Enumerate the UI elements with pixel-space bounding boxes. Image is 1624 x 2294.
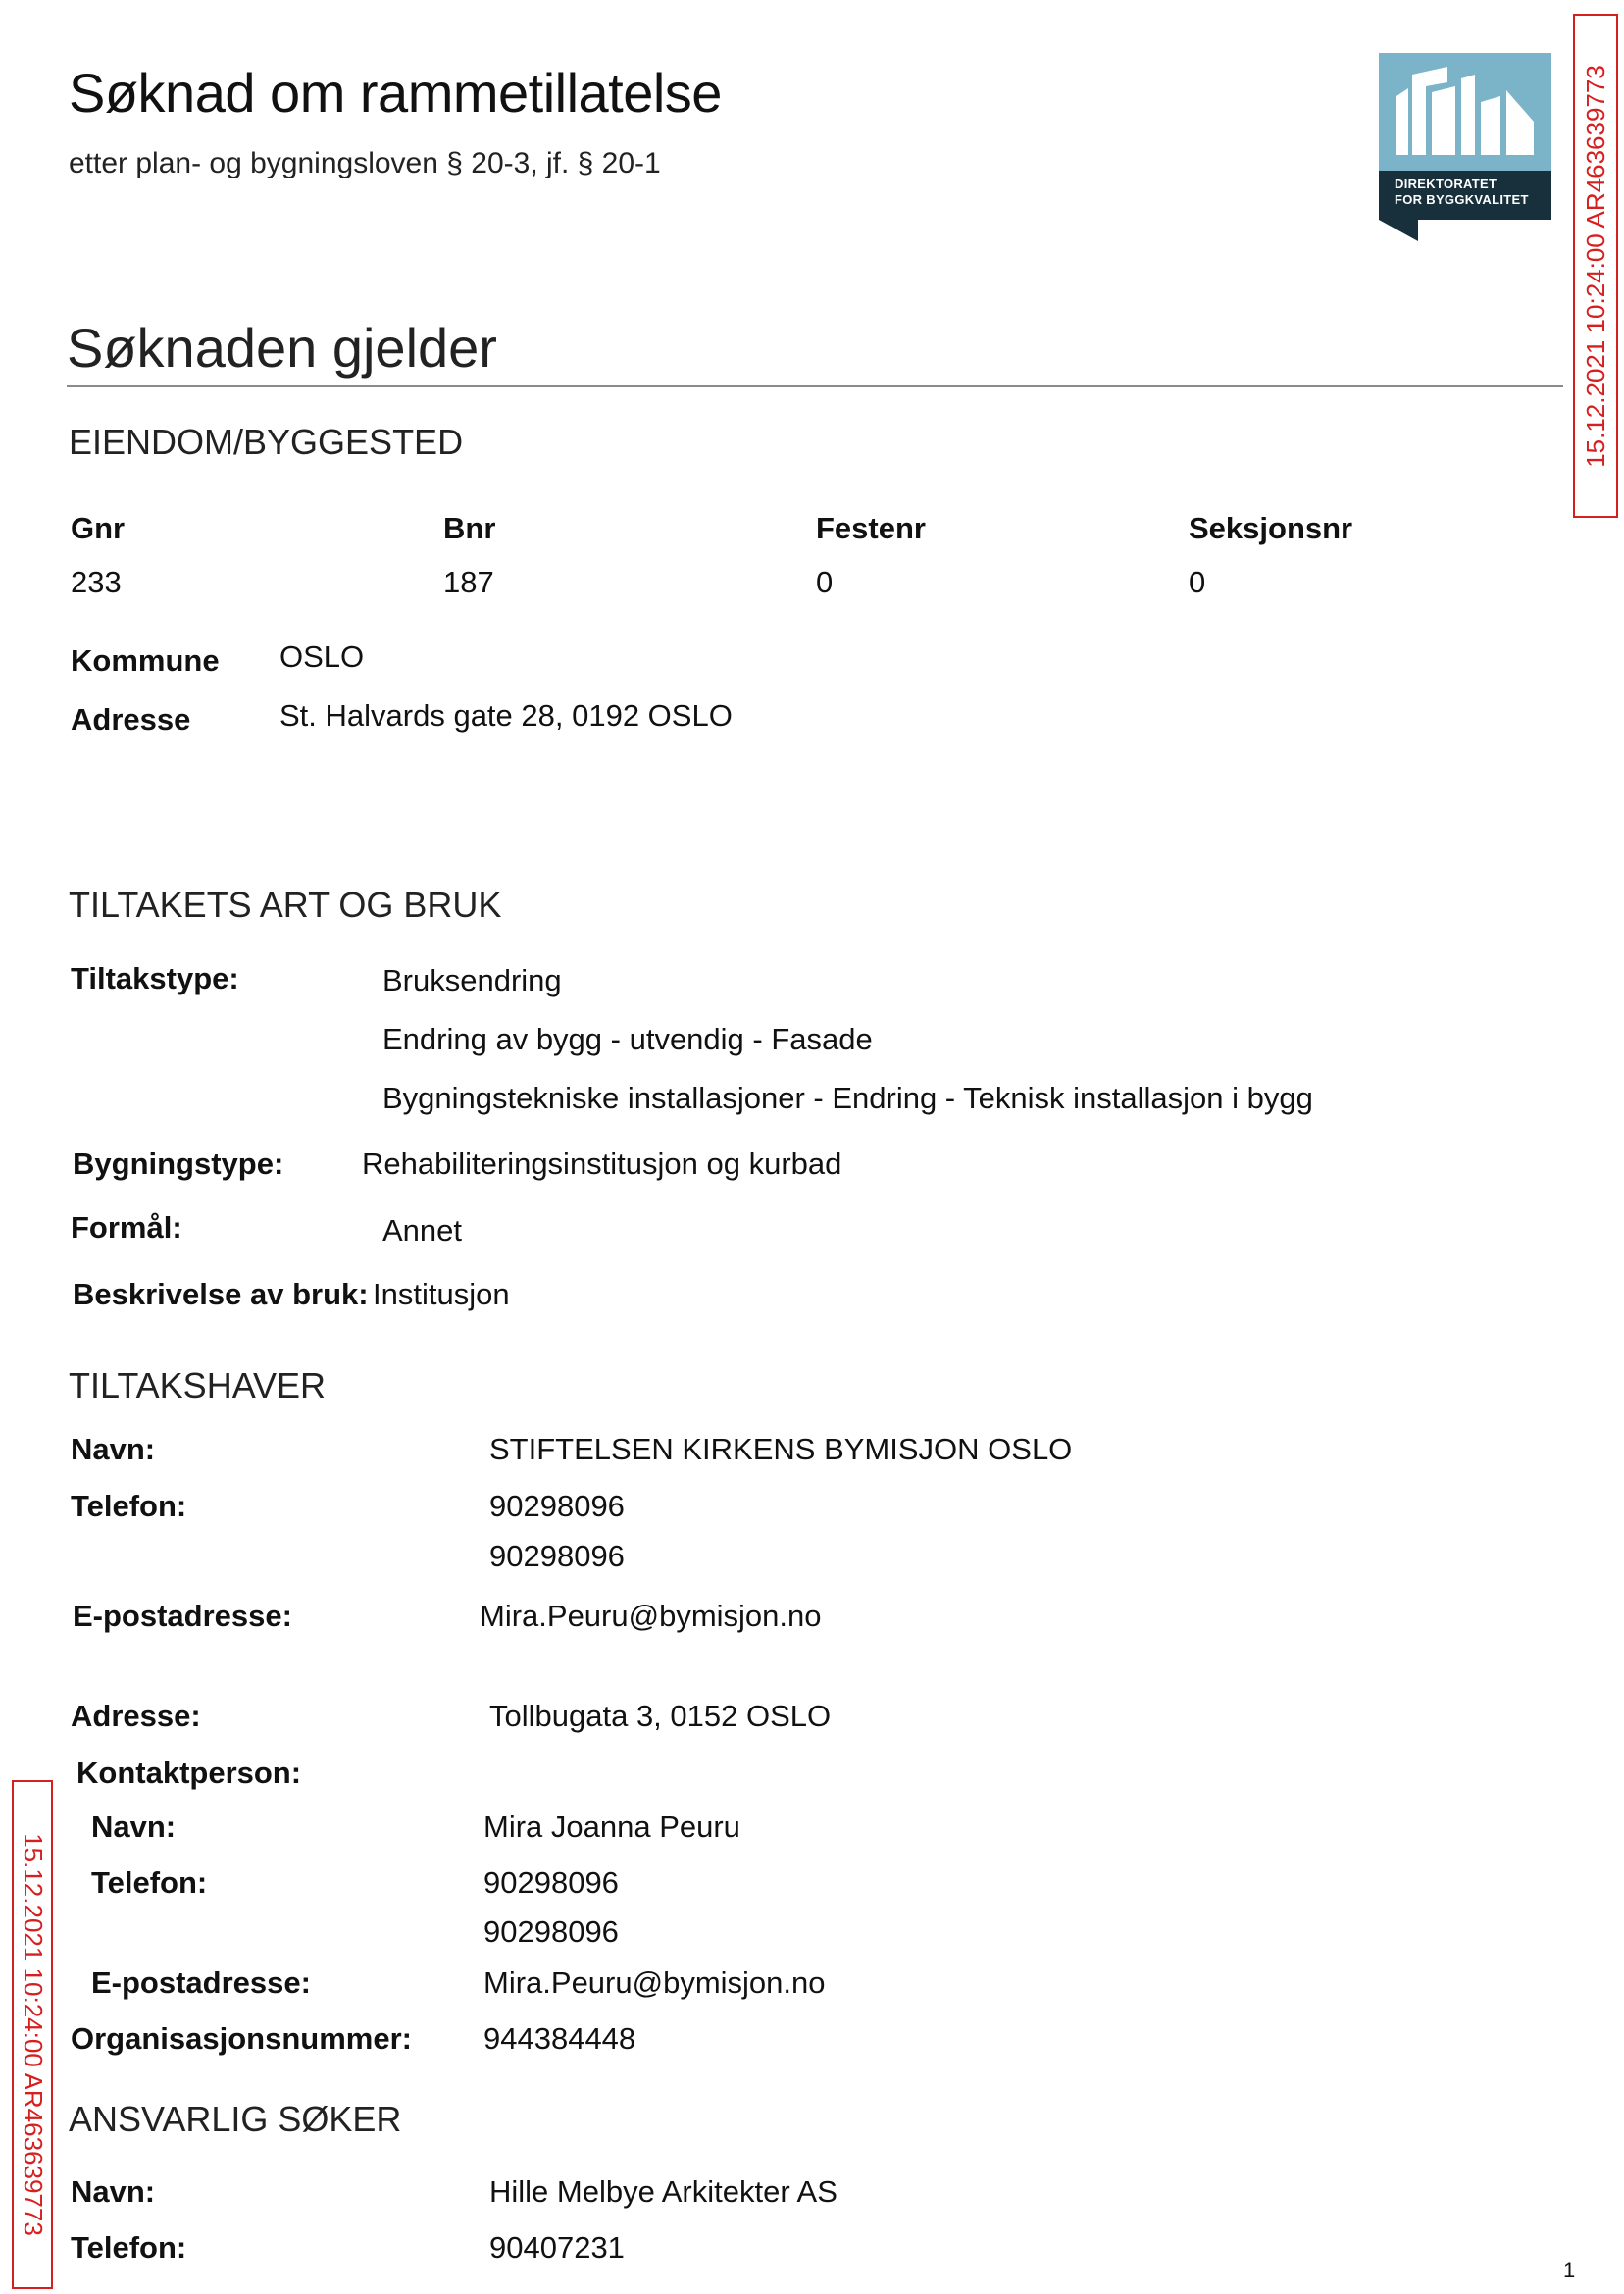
kontakt-telefon-value-2: 90298096 (483, 1914, 619, 1949)
formal-label: Formål: (71, 1210, 182, 1245)
tiltakshaver-navn-value: STIFTELSEN KIRKENS BYMISJON OSLO (489, 1432, 1073, 1466)
tiltak-heading: TILTAKETS ART OG BRUK (69, 885, 502, 925)
bygningstype-value: Rehabiliteringsinstitusjon og kurbad (362, 1147, 842, 1181)
archive-stamp-left (12, 1780, 53, 2289)
archive-stamp-text: 15.12.2021 10:24:00 AR463639773 (1580, 64, 1610, 468)
page-number: 1 (1563, 2258, 1576, 2282)
dibk-logo-graphic (1379, 53, 1551, 241)
tiltakstype-label: Tiltakstype: (71, 961, 239, 995)
tiltakshaver-navn-label: Navn: (71, 1432, 156, 1466)
tiltakstype-item: Bygningstekniske installasjoner - Endring - Teknisk installasjon i bygg (382, 1081, 1313, 1115)
kontakt-navn-label: Navn: (91, 1810, 177, 1844)
kontakt-telefon-value: 90298096 (483, 1865, 619, 1900)
beskrivelse-value: Institusjon (373, 1277, 510, 1311)
archive-stamp-right (1573, 14, 1618, 518)
kontakt-epost-value: Mira.Peuru@bymisjon.no (483, 1965, 826, 2000)
tiltakshaver-epost-label: E-postadresse: (73, 1599, 292, 1633)
document-title: Søknad om rammetillatelse (69, 62, 722, 124)
orgnr-label: Organisasjonsnummer: (71, 2021, 412, 2056)
seksjonsnr-label: Seksjonsnr (1189, 511, 1353, 545)
tiltakshaver-adresse-label: Adresse: (71, 1699, 201, 1733)
kommune-value: OSLO (279, 639, 365, 674)
archive-stamp-text: 15.12.2021 10:24:00 AR463639773 (18, 1833, 48, 2236)
kommune-label: Kommune (71, 643, 220, 678)
gnr-label: Gnr (71, 511, 126, 545)
bnr-value: 187 (443, 565, 494, 599)
ansvarlig-navn-label: Navn: (71, 2174, 156, 2209)
document-subtitle: etter plan- og bygningsloven § 20-3, jf. § 20-1 (69, 147, 661, 179)
gnr-value: 233 (71, 565, 122, 599)
beskrivelse-label: Beskrivelse av bruk: (73, 1277, 369, 1311)
kontakt-epost-label: E-postadresse: (91, 1965, 311, 2000)
tiltakshaver-telefon-value-2: 90298096 (489, 1539, 625, 1573)
tiltakshaver-telefon-label: Telefon: (71, 1489, 187, 1523)
adresse-label: Adresse (71, 702, 191, 737)
tiltakshaver-adresse-value: Tollbugata 3, 0152 OSLO (489, 1699, 832, 1733)
tiltakshaver-telefon-value: 90298096 (489, 1489, 625, 1523)
bnr-label: Bnr (443, 511, 496, 545)
seksjonsnr-value: 0 (1189, 565, 1206, 599)
tiltakshaver-heading: TILTAKSHAVER (69, 1365, 327, 1405)
festenr-label: Festenr (816, 511, 926, 545)
logo-text-line2: FOR BYGGKVALITET (1395, 192, 1529, 207)
eiendom-heading: EIENDOM/BYGGESTED (69, 422, 464, 462)
kontakt-navn-value: Mira Joanna Peuru (483, 1810, 740, 1844)
tiltakshaver-epost-value: Mira.Peuru@bymisjon.no (480, 1599, 822, 1633)
ansvarlig-navn-value: Hille Melbye Arkitekter AS (489, 2174, 837, 2209)
tiltakstype-item: Endring av bygg - utvendig - Fasade (382, 1022, 873, 1056)
section-divider (67, 385, 1563, 387)
ansvarlig-telefon-label: Telefon: (71, 2230, 187, 2265)
formal-value: Annet (382, 1213, 463, 1248)
adresse-value: St. Halvards gate 28, 0192 OSLO (279, 698, 733, 733)
ansvarlig-telefon-value: 90407231 (489, 2230, 625, 2265)
dibk-logo (1379, 53, 1551, 241)
ansvarlig-heading: ANSVARLIG SØKER (69, 2099, 402, 2139)
kontaktperson-label: Kontaktperson: (76, 1756, 302, 1790)
tiltakstype-item: Bruksendring (382, 963, 562, 997)
section-heading: Søknaden gjelder (67, 317, 497, 379)
logo-text-line1: DIREKTORATET (1395, 177, 1497, 191)
festenr-value: 0 (816, 565, 834, 599)
bygningstype-label: Bygningstype: (73, 1147, 284, 1181)
orgnr-value: 944384448 (483, 2021, 636, 2056)
kontakt-telefon-label: Telefon: (91, 1865, 208, 1900)
